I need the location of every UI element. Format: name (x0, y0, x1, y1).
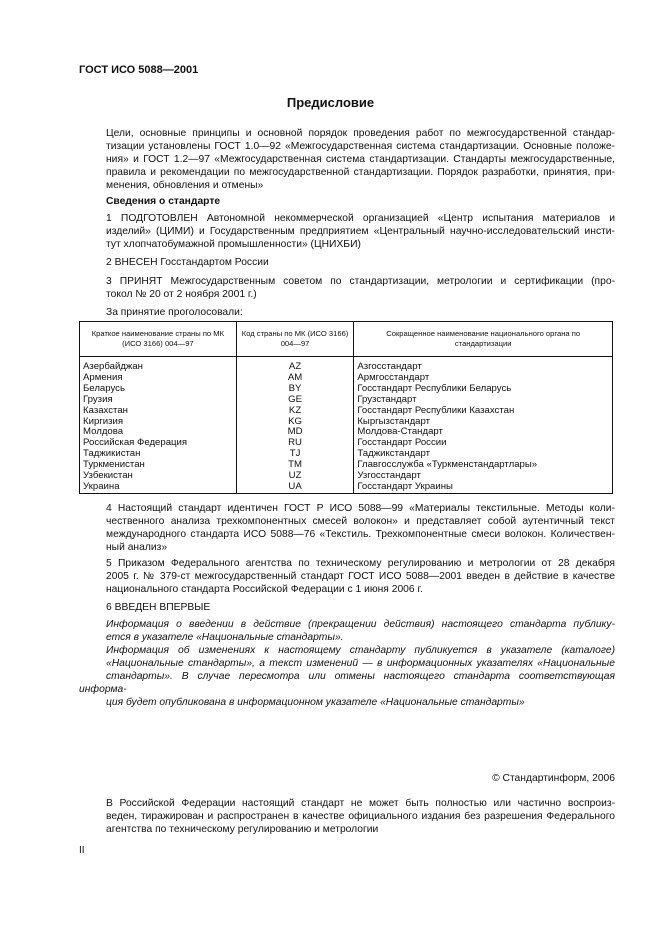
text-line: менения, обновления и отмены» (106, 180, 264, 191)
body-cell: Кыргызстандарт (354, 417, 613, 428)
country-cell: Узбекистан (80, 471, 237, 482)
notice-paragraph-2 (79, 644, 615, 709)
text-line: 5 Приказом Федерального агентства по техническому регулированию и метрологии от 28 декабря (106, 558, 615, 569)
text-line: 2 ВНЕСЕН Госстандартом России (106, 257, 269, 268)
code-cell: KG (236, 417, 354, 428)
code-cell: BY (236, 384, 354, 395)
country-cell: Таджикистан (80, 449, 237, 460)
table-row (80, 406, 613, 417)
text-line: правила и рекомендации по межгосударственной стандартизации. Порядок разработки, принятия, при- (106, 167, 615, 178)
text-line: 3 ПРИНЯТ Межгосударственным советом по стандартизации, метрологии и сертификации (про- (106, 276, 615, 287)
item-4-paragraph (79, 502, 615, 554)
text-line: изделий» (ЦИМИ) и Государственным предприятием «Центральный научно-исследовательский инсти- (106, 226, 615, 237)
text-line: национального стандарта Российской Федерации с 1 июня 2006 г. (106, 584, 423, 595)
country-cell: Грузия (80, 395, 237, 406)
item-5-paragraph (79, 557, 615, 596)
text-line: За принятие проголосовали: (106, 307, 243, 318)
text-line: агентства по техническому регулированию и метрологии (106, 824, 379, 835)
code-cell: TM (236, 460, 354, 471)
text-line: 4 Настоящий стандарт идентичен ГОСТ Р ИСО 5088—99 «Материалы текстильные. Методы коли- (106, 503, 615, 514)
header-body: Сокращенное наименование национального органа по стандартизации (354, 322, 613, 357)
text-line: международного стандарта ИСО 5088—76 «Текстиль. Трехкомпонентные смеси волокон. Количествен- (106, 529, 615, 540)
table-row (80, 362, 613, 373)
code-cell: KZ (236, 406, 354, 417)
header-code: Код страны по МК (ИСО 3166) 004—97 (236, 322, 354, 357)
text-line: ется в указателе «Национальные стандарты». (106, 632, 344, 643)
text-line: веден, тиражирован и распространен в качестве официального издания без разрешения Федерального (106, 811, 615, 822)
text-line: ный анализ» (106, 542, 168, 553)
text-line: 1 ПОДГОТОВЛЕН Автономной некоммерческой организацией «Центр испытания материалов и (106, 213, 615, 224)
code-cell: UZ (236, 471, 354, 482)
country-cell: Казахстан (80, 406, 237, 417)
body-cell: Главгосслужба «Туркменстандартлары» (354, 460, 613, 471)
table-header-row (80, 322, 613, 357)
table-row (80, 460, 613, 471)
body-cell: Узгосстандарт (354, 471, 613, 482)
country-cell: Армения (80, 373, 237, 384)
country-cell: Туркменистан (80, 460, 237, 471)
body-cell: Грузстандарт (354, 395, 613, 406)
text-line: стандарты». В случае пересмотра или отмены настоящего стандарта соответствующая информа- (79, 671, 615, 695)
code-cell: RU (236, 438, 354, 449)
text-line: ция будет опубликована в информационном указателе «Национальные стандарты» (106, 697, 525, 708)
page-title: Предисловие (286, 95, 375, 110)
rights-paragraph (79, 797, 615, 836)
page-number: II (79, 845, 85, 856)
voted-label (79, 306, 615, 319)
table-row (80, 384, 613, 395)
country-cell: Российская Федерация (80, 438, 237, 449)
table-row (80, 417, 613, 428)
text-line: 6 ВВЕДЕН ВПЕРВЫЕ (106, 602, 211, 613)
item-1-paragraph (79, 212, 615, 251)
text-line: Информация о введении в действие (прекращении действия) настоящего стандарта публику- (106, 619, 615, 630)
body-cell: Госстандарт Украины (354, 482, 613, 493)
item-2-paragraph (79, 256, 615, 269)
text-line: тизации установлены ГОСТ 1.0—92 «Межгосударственная система стандартизации. Основные положе- (106, 141, 615, 152)
text-line: «Национальные стандарты», а текст изменений — в информационных указателях «Национальные (106, 658, 615, 669)
text-line: 2005 г. № 379-ст межгосударственный стандарт ГОСТ ИСО 5088—2001 введен в действие в качестве (106, 571, 615, 582)
code-cell: AZ (236, 362, 354, 373)
country-cell: Украина (80, 482, 237, 493)
text-line: Цели, основные принципы и основной порядок проведения работ по межгосударственной стандар- (106, 128, 615, 139)
country-cell: Молдова (80, 427, 237, 438)
text-line: Информация об изменениях к настоящему стандарту публикуется в указателе (каталоге) (106, 645, 615, 656)
table-row (80, 395, 613, 406)
text-line: В Российской Федерации настоящий стандарт не может быть полностью или частично воспроиз- (106, 798, 615, 809)
table-row (80, 471, 613, 482)
notice-paragraph-1 (79, 618, 615, 644)
code-cell: GE (236, 395, 354, 406)
body-cell: Молдова-Стандарт (354, 427, 613, 438)
code-cell: MD (236, 427, 354, 438)
code-cell: UA (236, 482, 354, 493)
text-line: тут хлопчатобумажной промышленности» (ЦНИХБИ) (106, 239, 361, 250)
body-cell: Госстандарт Республики Беларусь (354, 384, 613, 395)
code-cell: AM (236, 373, 354, 384)
info-heading: Сведения о стандарте (106, 196, 221, 207)
code-cell: TJ (236, 449, 354, 460)
item-3-paragraph (79, 275, 615, 301)
body-cell: Госстандарт России (354, 438, 613, 449)
voting-table (79, 321, 613, 494)
country-cell: Киргизия (80, 417, 237, 428)
body-cell: Армгосстандарт (354, 373, 613, 384)
text-line: чественного анализа трехкомпонентных смесей волокон» и представляет собой аутентичный текст (106, 516, 615, 527)
country-cell: Азербайджан (80, 362, 237, 373)
header-country: Краткое наименование страны по МК (ИСО 3166) 004—97 (80, 322, 237, 357)
body-cell: Таджикстандарт (354, 449, 613, 460)
text-line: токол № 20 от 2 ноября 2001 г.) (106, 289, 257, 300)
table-row (80, 438, 613, 449)
text-line: ния» и ГОСТ 1.2—97 «Межгосударственная система стандартизации. Стандарты межгосударственные, (106, 154, 615, 165)
table-row (80, 482, 613, 493)
body-cell: Госстандарт Республики Казахстан (354, 406, 613, 417)
country-cell: Беларусь (80, 384, 237, 395)
copyright-notice: © Стандартинформ, 2006 (492, 773, 615, 784)
intro-paragraph (79, 127, 615, 192)
document-code-header: ГОСТ ИСО 5088—2001 (79, 64, 199, 76)
item-6-paragraph (79, 601, 615, 614)
body-cell: Азгосстандарт (354, 362, 613, 373)
table-row (80, 373, 613, 384)
